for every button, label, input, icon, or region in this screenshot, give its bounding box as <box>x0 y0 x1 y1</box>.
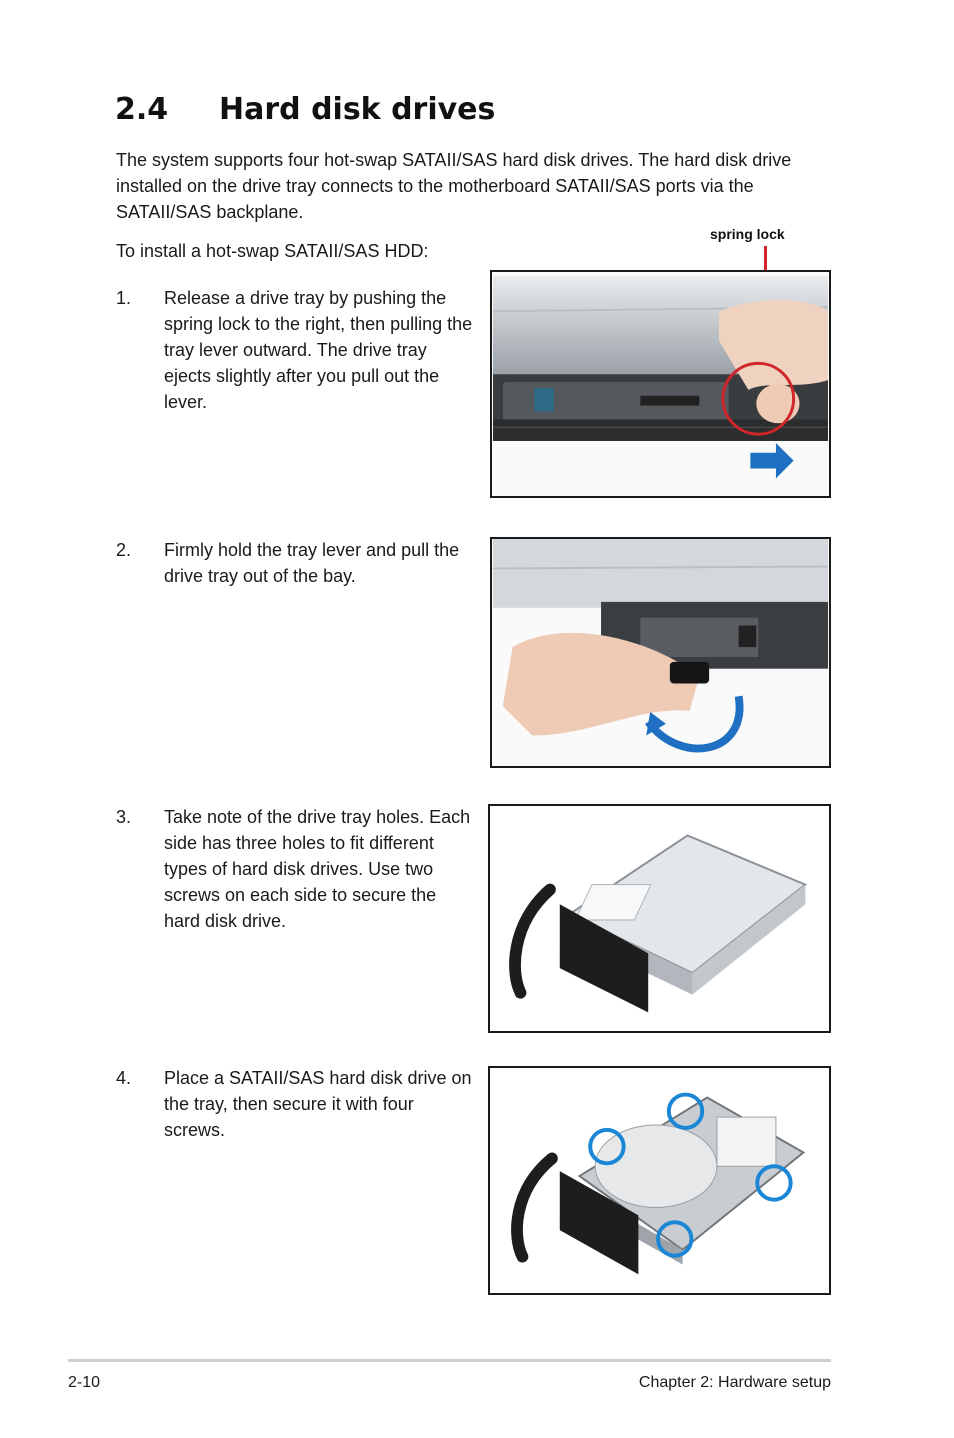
step-number: 3. <box>116 807 132 827</box>
page-number: 2-10 <box>68 1374 101 1391</box>
step-text: Release a drive tray by pushing the spring lock to the right, then pulling the tray lever outward. The drive tray ejects slightly after you pull out the lever. <box>164 288 473 412</box>
pull-tray-illustration <box>492 539 829 766</box>
photo-empty-drive-tray <box>488 804 831 1033</box>
install-lead: To install a hot-swap SATAII/SAS HDD: <box>116 241 429 261</box>
photo-release-drive-tray <box>490 270 831 498</box>
intro-paragraph: The system supports four hot-swap SATAII/SAS hard disk drives. The hard disk drive installed on the drive tray connects to the motherboard SATAII/SAS ports via the SATAII/SAS backplane. <box>116 150 792 222</box>
hdd-on-tray-illustration <box>490 1068 829 1293</box>
photo-hdd-on-tray <box>488 1066 831 1295</box>
chapter-label: Chapter 2: Hardware setup <box>638 1374 831 1391</box>
step-text: Take note of the drive tray holes. Each side has three holes to fit different types of hard disk drives. Use two screws on each side to secure the hard disk drive. <box>164 807 471 931</box>
photo-pull-drive-tray <box>490 537 831 768</box>
spring-lock-callout-label: spring lock <box>710 226 785 242</box>
footer-rule <box>68 1359 831 1362</box>
section-heading <box>115 92 495 127</box>
step-text: Firmly hold the tray lever and pull the drive tray out of the bay. <box>164 540 460 586</box>
section-number: 2.4 <box>115 92 169 127</box>
section-title: Hard disk drives <box>219 92 496 127</box>
step-number: 2. <box>116 540 132 560</box>
step-number: 4. <box>116 1068 132 1088</box>
server-front-illustration <box>492 272 829 496</box>
empty-tray-illustration <box>490 806 829 1031</box>
step-text: Place a SATAII/SAS hard disk drive on the tray, then secure it with four screws. <box>164 1068 472 1140</box>
step-number: 1. <box>116 288 132 308</box>
